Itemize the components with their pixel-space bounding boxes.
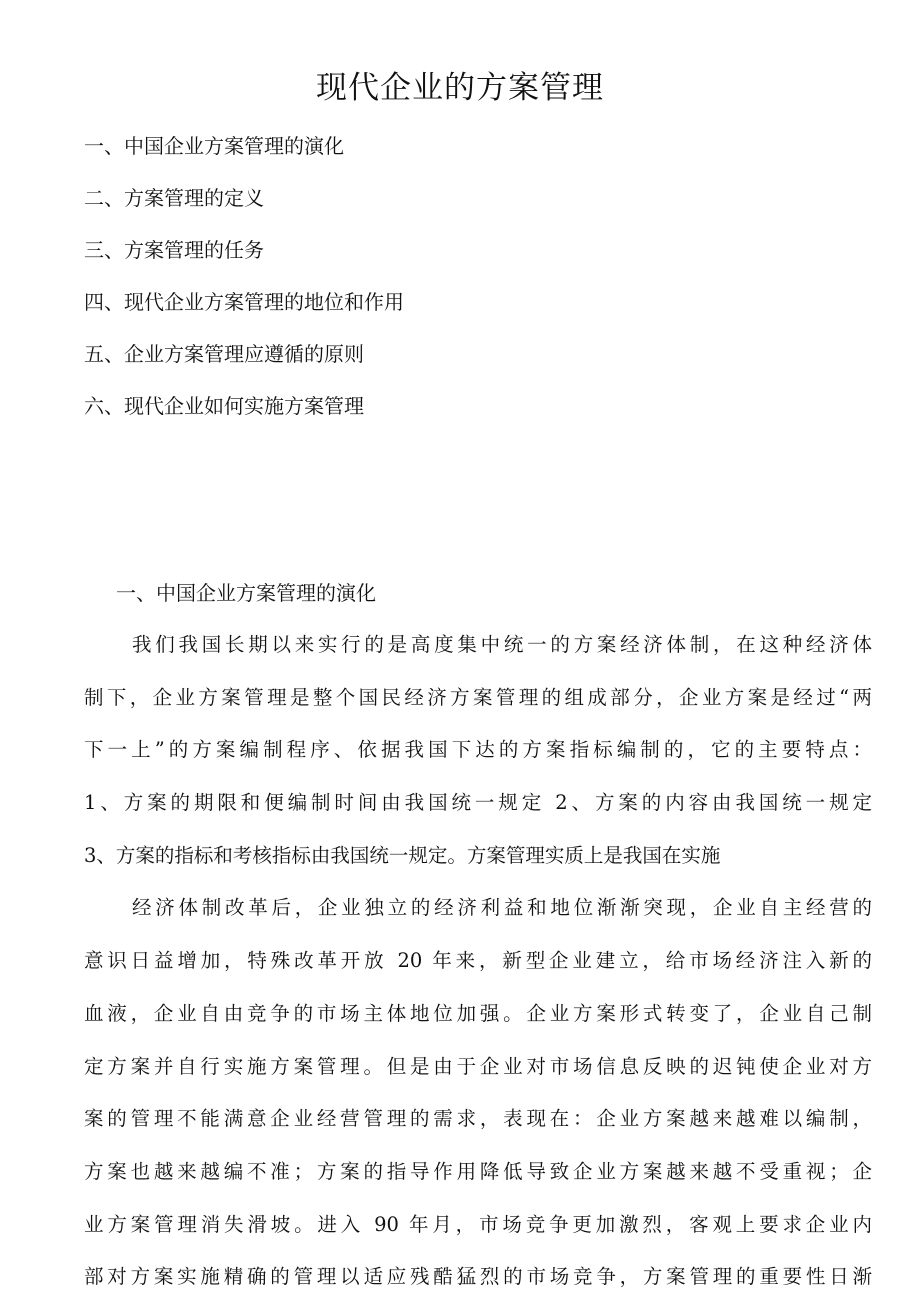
paragraph-line: 血液，企业自由竞争的市场主体地位加强。企业方案形式转变了，企业自己制	[84, 1001, 872, 1025]
toc-item: 三、方案管理的任务	[84, 238, 264, 262]
paragraph-line: 定方案并自行实施方案管理。但是由于企业对市场信息反映的迟钝使企业对方	[84, 1054, 872, 1078]
paragraph-line: 3、方案的指标和考核指标由我国统一规定。方案管理实质上是我国在实施	[84, 843, 721, 867]
section-body	[84, 619, 872, 1304]
paragraph-line: 方案也越来越编不准；方案的指导作用降低导致企业方案越来越不受重视；企	[84, 1159, 872, 1183]
paragraph-line: 经济体制改革后，企业独立的经济利益和地位渐渐突现，企业自主经营的	[132, 896, 872, 920]
paragraph-line: 1、方案的期限和便编制时间由我国统一规定 2、方案的内容由我国统一规定	[84, 791, 872, 815]
table-of-contents	[84, 120, 404, 432]
section-heading: 一、中国企业方案管理的演化	[116, 581, 376, 605]
paragraph-line: 业方案管理消失滑坡。进入 90 年月，市场竞争更加激烈，客观上要求企业内	[84, 1212, 872, 1236]
paragraph-line: 意识日益增加，特殊改革开放 20 年来，新型企业建立，给市场经济注入新的	[84, 949, 872, 973]
document-title: 现代企业的方案管理	[316, 70, 604, 106]
toc-item: 五、企业方案管理应遵循的原则	[84, 342, 364, 366]
paragraph-line: 我们我国长期以来实行的是高度集中统一的方案经济体制，在这种经济体	[132, 633, 872, 656]
paragraph-line: 下一上”的方案编制程序、依据我国下达的方案指标编制的，它的主要特点：	[84, 738, 872, 762]
paragraph-line: 案的管理不能满意企业经营管理的需求，表现在：企业方案越来越难以编制，	[84, 1107, 872, 1131]
toc-item: 四、现代企业方案管理的地位和作用	[84, 290, 404, 314]
toc-item: 二、方案管理的定义	[84, 186, 264, 210]
toc-item: 六、现代企业如何实施方案管理	[84, 394, 364, 418]
toc-item: 一、中国企业方案管理的演化	[84, 134, 344, 158]
paragraph-line: 制下，企业方案管理是整个国民经济方案管理的组成部分，企业方案是经过“两	[84, 685, 872, 709]
paragraph-line: 部对方案实施精确的管理以适应残酷猛烈的市场竞争，方案管理的重要性日渐	[84, 1265, 872, 1289]
